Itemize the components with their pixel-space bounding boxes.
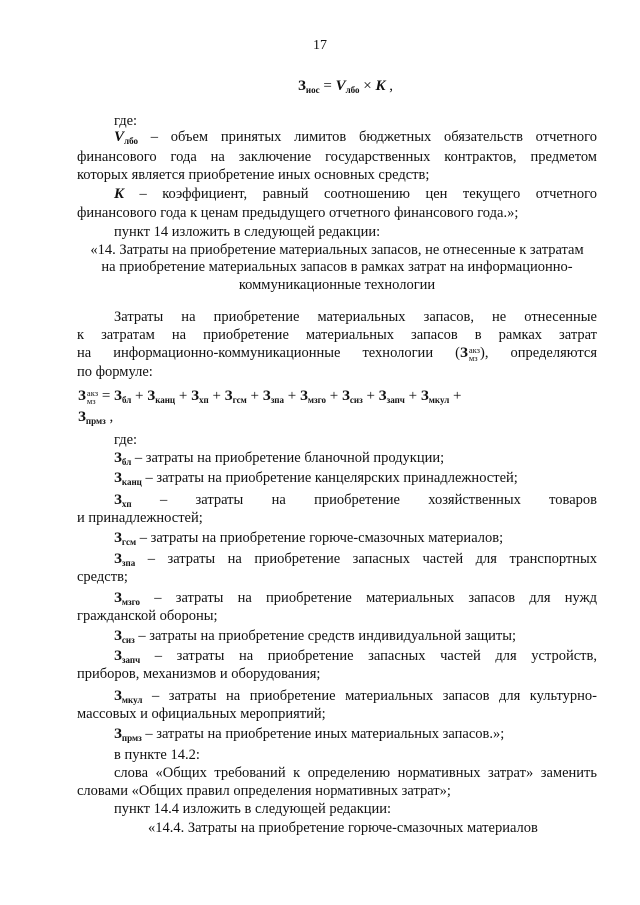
def-mzgo-symbol: З [114,590,122,606]
term-z-hp: З [191,388,199,404]
v-description-line-3: которых является приобретение иных основных средств; [77,167,430,183]
punkt-14-2-line: в пункте 14.2: [114,747,200,763]
def-mkul-sub: мкул [121,695,143,705]
term-z-siz: З [341,388,350,404]
z-akz-subscript: мз [468,353,478,363]
paragraph-line-3-a: на информационно-коммуникационные технологии ( [77,345,460,361]
z-akz-sup: акз [468,345,481,355]
k-symbol: K [114,186,125,202]
def-zapch-line-1 [114,648,597,664]
formula-end: , [385,78,394,94]
def-kanc-text: – затраты на приобретение канцелярских принадлежностей; [145,470,518,486]
heading-line-2: на приобретение материальных запасов в рамках затрат на информационно- [101,259,573,275]
def-hp-line-2: и принадлежностей; [77,510,203,526]
k-description-line-1 [114,186,597,202]
term-z-zapch-sub: запч [386,395,405,405]
def-zapch-sub: запч [121,655,141,665]
term-z-mkul: З [420,388,429,404]
v-symbol-sub: лбо [124,136,138,146]
term-z-siz-sub: сиз [349,395,363,405]
slova-line-2: словами «Общих правил определения нормативных затрат»; [77,783,451,799]
plus-8: + [404,388,421,404]
paragraph-line-3-b: ), определяются [480,345,598,361]
term-z-mkul-sub: мкул [428,395,450,405]
def-mzgo-line-2: гражданской обороны; [77,608,218,624]
def-zapch-text: – затраты на приобретение запасных частей для устройств, [154,648,597,664]
page-number: 17 [313,38,327,53]
term-z-zpa: З [262,388,271,404]
def-prmz-symbol: З [114,726,122,742]
def-prmz [114,726,504,742]
v-description-line-1 [114,129,597,145]
formula-main-eq: = [98,388,115,404]
def-kanc-sub: канц [121,477,142,487]
plus-1: + [131,388,148,404]
term-z-hp-sub: хп [199,395,209,405]
formula-lhs: З [298,78,306,94]
gde-label-2: где: [114,432,138,448]
v-description-line-2: финансового года на заключение государственных контрактов, предметом [77,149,597,165]
def-prmz-sub: прмз [121,733,142,743]
v-symbol: V [114,129,125,145]
def-siz-text: – затраты на приобретение средств индивидуальной защиты; [138,628,517,644]
formula-main-comma: , [105,409,114,425]
def-mzgo-line-1 [114,590,597,606]
formula-main [78,388,461,405]
def-zpa-symbol: З [114,551,122,567]
def-bl [114,450,444,466]
z-akz-indices [469,346,480,362]
def-siz-sub: сиз [121,635,135,645]
term-z-mzgo: З [299,388,308,404]
k-description-line-2: финансового года к ценам предыдущего отчетного финансового года.»; [77,205,519,221]
def-hp-sub: хп [121,499,132,509]
term-z-gsm-sub: гсм [232,395,247,405]
plus-7: + [362,388,379,404]
def-zpa-sub: зпа [121,558,136,568]
plus-2: + [175,388,192,404]
def-bl-symbol: З [114,450,122,466]
term-z-kanc: З [147,388,156,404]
formula-k: K [375,78,386,94]
formula-v-sub: лбо [345,85,360,95]
k-description-text: – коэффициент, равный соотношению цен текущего отчетного [139,186,598,202]
term-z-zpa-sub: зпа [270,395,284,405]
def-gsm-sub: гсм [121,537,137,547]
formula-main-lhs-sup: акз [86,388,99,398]
def-hp-symbol: З [114,492,122,508]
def-hp-text: – затраты на приобретение хозяйственных товаров [159,492,597,508]
heading-line-3: коммуникационные технологии [238,277,436,293]
paragraph-line-4: по формуле: [77,364,153,380]
def-siz-symbol: З [114,628,122,644]
def-zpa-text: – затраты на приобретение запасных частей для транспортных [147,551,598,567]
plus-9: + [449,388,462,404]
def-zapch-line-2: приборов, механизмов и оборудования; [77,666,321,682]
def-siz [114,628,516,644]
def-kanc [114,470,518,486]
z-akz-symbol: З [459,345,468,361]
def-mzgo-sub: мзго [121,597,141,607]
formula-main-lhs-indices [87,389,98,405]
def-zpa-line-2: средств; [77,569,128,585]
def-gsm-text: – затраты на приобретение горюче-смазочных материалов; [139,530,504,546]
paragraph-line-2: к затратам на приобретение материальных запасов в рамках затрат [77,327,597,343]
def-mkul-line-2: массовых и официальных мероприятий; [77,706,326,722]
punkt-14-4-line: пункт 14.4 изложить в следующей редакции: [114,801,392,817]
plus-6: + [326,388,342,404]
def-zpa-line-1 [114,551,597,567]
plus-5: + [284,388,300,404]
punkt-14-line: пункт 14 изложить в следующей редакции: [114,224,381,240]
term-z-gsm: З [224,388,233,404]
term-z-mzgo-sub: мзго [307,395,327,405]
def-gsm [114,530,503,546]
def-kanc-symbol: З [114,470,122,486]
def-mzgo-text: – затраты на приобретение материальных запасов для нужд [154,590,597,606]
def-mkul-text: – затраты на приобретение материальных запасов для культурно- [151,688,598,704]
term-z-zapch: З [378,388,387,404]
v-description-text: – объем принятых лимитов бюджетных обязательств отчетного [150,129,597,145]
term-z-prmz-sub: прмз [85,416,106,426]
slova-line-1: слова «Общих требований к определению нормативных затрат» заменить [114,765,597,781]
def-prmz-text: – затраты на приобретение иных материальных запасов.»; [145,726,505,742]
paragraph-line-3 [77,345,597,362]
gde-label-1: где: [114,113,138,129]
plus-3: + [208,388,225,404]
def-gsm-symbol: З [114,530,122,546]
plus-4: + [246,388,263,404]
def-bl-sub: бл [121,457,132,467]
formula-main-lhs: З [78,388,86,404]
formula-main-lhs-subscript: мз [86,396,96,406]
def-hp-line-1 [114,492,597,508]
def-bl-text: – затраты на приобретение бланочной продукции; [134,450,445,466]
term-z-bl: З [114,388,122,404]
formula-main-line-2 [78,409,113,425]
formula-v: V [335,78,346,94]
heading-line-1: «14. Затраты на приобретение материальных запасов, не отнесенные к затратам [90,242,584,258]
formula-eq: = [319,78,336,94]
term-z-bl-sub: бл [121,395,132,405]
formula-zios [298,78,393,95]
punkt-14-4-quote: «14.4. Затраты на приобретение горюче-смазочных материалов [148,820,538,836]
def-mkul-line-1 [114,688,597,704]
def-zapch-symbol: З [114,648,122,664]
paragraph-line-1: Затраты на приобретение материальных запасов, не отнесенные [114,309,597,325]
def-mkul-symbol: З [114,688,122,704]
formula-lhs-sub: иос [305,85,320,95]
formula-times: × [359,78,376,94]
term-z-kanc-sub: канц [155,395,176,405]
term-z-prmz: З [78,409,86,425]
